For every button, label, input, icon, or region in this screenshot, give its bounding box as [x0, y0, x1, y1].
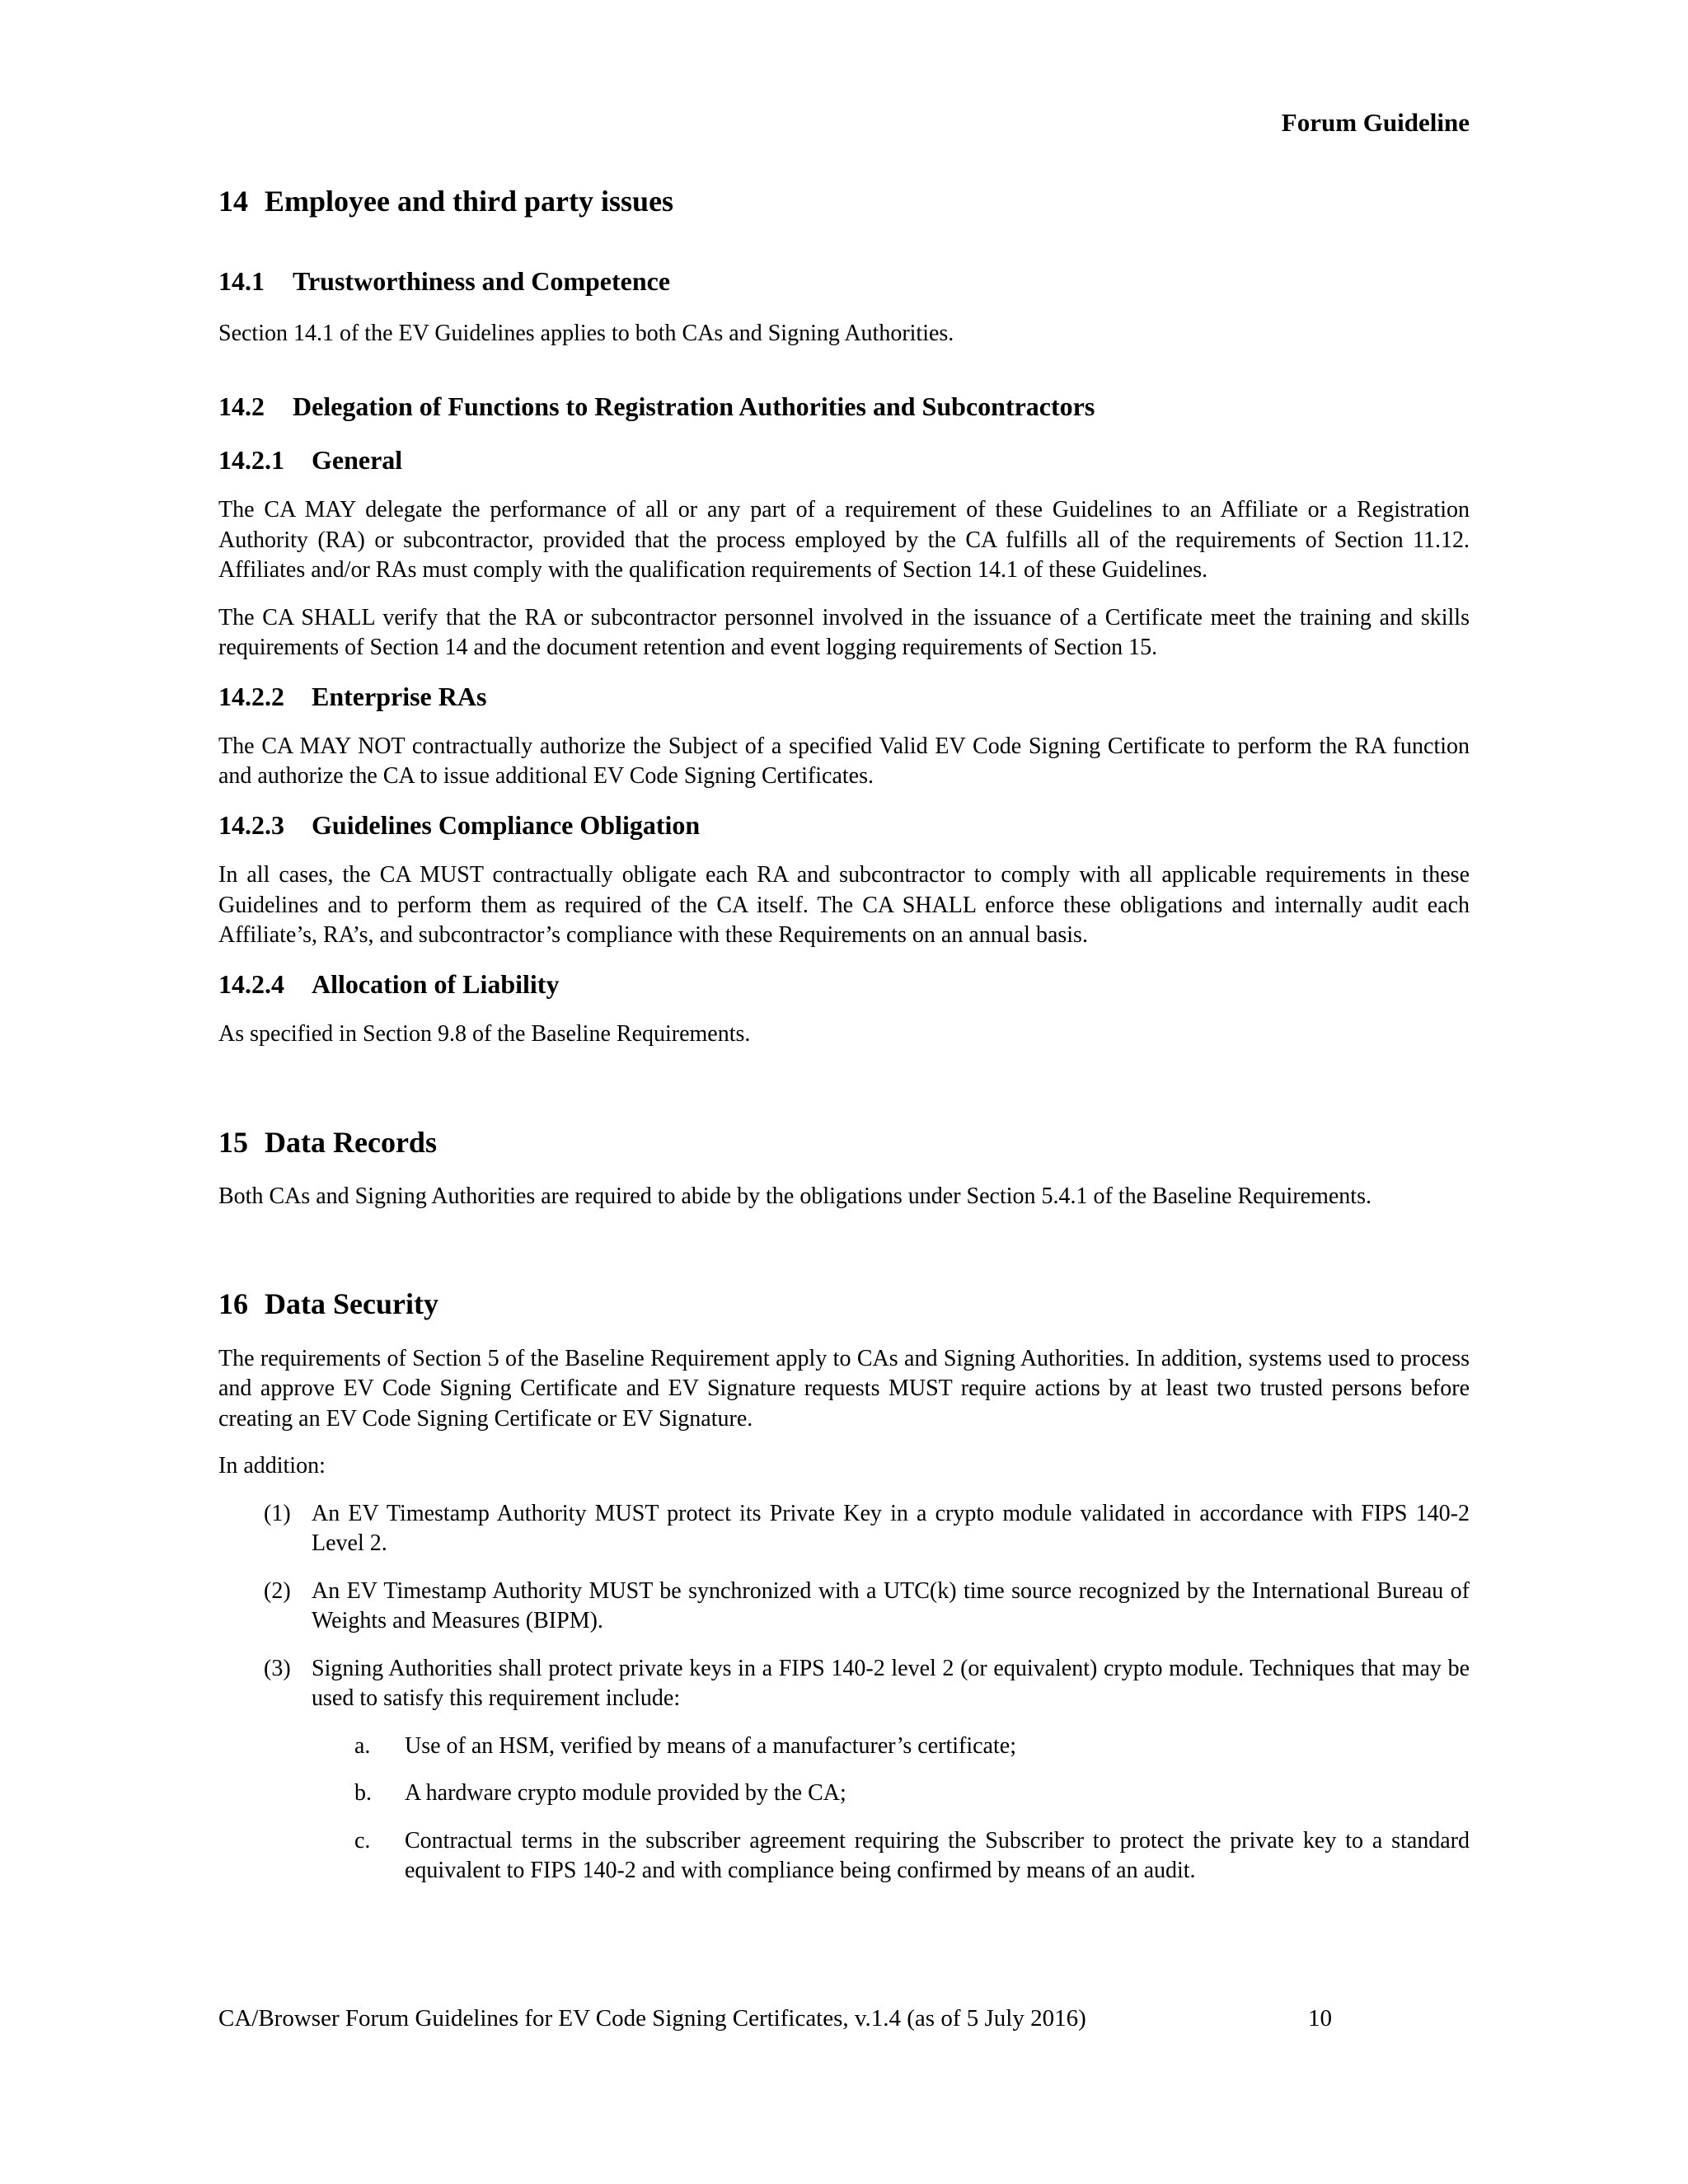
- section-16-paragraph-1: The requirements of Section 5 of the Baseline Requirement apply to CAs and Signing Authorities. In addition, systems used to process and approve EV Code Signing Certificate and EV Signature requests MUST require actions by at least two trusted persons before creating an EV Code Signing Certificate or EV Signature.: [218, 1345, 1470, 1432]
- sublist-marker: b.: [354, 1780, 372, 1807]
- page-footer: [218, 2004, 1332, 2033]
- list-marker: (1): [264, 1500, 291, 1526]
- sublist-marker: a.: [354, 1732, 371, 1759]
- section-title: Employee and third party issues: [265, 185, 674, 218]
- section-number: 15: [218, 1125, 248, 1159]
- section-title: General: [312, 444, 403, 475]
- section-number: 14.2.2: [218, 681, 284, 711]
- section-title: Data Security: [265, 1287, 438, 1321]
- section-number: 16: [218, 1287, 248, 1321]
- section-15-heading: [218, 1125, 1470, 1160]
- section-16-paragraph-2: In addition:: [218, 1453, 326, 1479]
- section-title: Guidelines Compliance Obligation: [312, 809, 701, 840]
- list-item-text: Signing Authorities shall protect private keys in a FIPS 140-2 level 2 (or equivalent) crypto module. Techniques that may be used to satisfy this requirement include:: [312, 1655, 1470, 1712]
- section-number: 14.2: [218, 391, 265, 422]
- section-14-2-2-heading: [218, 681, 1470, 712]
- section-number: 14.1: [218, 266, 265, 297]
- section-14-2-1-heading: [218, 444, 1470, 476]
- section-number: 14.2.4: [218, 968, 284, 999]
- section-title: Trustworthiness and Competence: [293, 266, 671, 297]
- section-14-1-paragraph: Section 14.1 of the EV Guidelines applies to both CAs and Signing Authorities.: [218, 320, 954, 346]
- section-number: 14: [218, 185, 248, 218]
- footer-text: CA/Browser Forum Guidelines for EV Code Signing Certificates, v.1.4 (as of 5 July 2016): [218, 2005, 1086, 2032]
- lettered-sublist: [312, 1732, 1470, 1886]
- sublist-item: [312, 1826, 1470, 1886]
- section-14-2-1-paragraph-1: The CA MAY delegate the performance of all or any part of a requirement of these Guidelines to an Affiliate or a Registration Authority (RA) or subcontractor, provided that the process employed by the CA fulfills all of the requirements of Section 11.12. Affiliates and/or RAs must comply with the qualification requirements of Section 14.1 of these Guidelines.: [218, 497, 1470, 583]
- list-item-text: An EV Timestamp Authority MUST be synchronized with a UTC(k) time source recognized by the International Bureau of Weights and Measures (BIPM).: [312, 1577, 1470, 1634]
- document-page: [218, 107, 1470, 1904]
- section-14-heading: [218, 184, 1470, 219]
- section-title: Allocation of Liability: [312, 968, 560, 999]
- spacer: [218, 1229, 1470, 1286]
- list-marker: (3): [264, 1655, 291, 1681]
- numbered-list: [218, 1499, 1470, 1886]
- sublist-item-text: Contractual terms in the subscriber agreement requiring the Subscriber to protect the private key to a standard equivalent to FIPS 140-2 and with compliance being confirmed by means of an audit.: [405, 1827, 1470, 1884]
- section-number: 14.2.3: [218, 809, 284, 840]
- section-14-2-3-heading: [218, 809, 1470, 841]
- list-item-text: An EV Timestamp Authority MUST protect its Private Key in a crypto module validated in accordance with FIPS 140-2 Level 2.: [312, 1500, 1470, 1557]
- running-header: Forum Guideline: [1281, 108, 1470, 137]
- sublist-item-text: Use of an HSM, verified by means of a manufacturer’s certificate;: [405, 1732, 1016, 1759]
- section-15-paragraph: Both CAs and Signing Authorities are required to abide by the obligations under Section 5.4.1 of the Baseline Requirements.: [218, 1183, 1372, 1209]
- page-number: 10: [1308, 2005, 1332, 2032]
- list-item: [218, 1654, 1470, 1886]
- list-marker: (2): [264, 1577, 291, 1604]
- spacer: [218, 366, 1470, 391]
- section-14-2-4-paragraph: As specified in Section 9.8 of the Baseline Requirements.: [218, 1021, 751, 1047]
- sublist-item: [312, 1732, 1470, 1762]
- section-title: Enterprise RAs: [312, 681, 487, 711]
- section-14-1-heading: [218, 265, 1470, 297]
- section-title: Data Records: [265, 1125, 437, 1159]
- list-item: [218, 1577, 1470, 1637]
- sublist-item-text: A hardware crypto module provided by the CA;: [405, 1780, 846, 1807]
- section-14-2-heading: [218, 391, 1470, 422]
- sublist-marker: c.: [354, 1827, 371, 1854]
- section-14-2-2-paragraph: The CA MAY NOT contractually authorize the Subject of a specified Valid EV Code Signing Certificate to perform the RA function and authorize the CA to issue additional EV Code Signing Certificates.: [218, 733, 1470, 790]
- list-item: [218, 1499, 1470, 1559]
- section-number: 14.2.1: [218, 444, 284, 475]
- section-title: Delegation of Functions to Registration Authorities and Subcontractors: [293, 391, 1095, 422]
- spacer: [218, 1067, 1470, 1125]
- section-16-heading: [218, 1286, 1470, 1322]
- section-14-2-1-paragraph-2: The CA SHALL verify that the RA or subcontractor personnel involved in the issuance of a Certificate meet the training and skills requirements of Section 14 and the document retention and event logging requirements of Section 15.: [218, 604, 1470, 661]
- sublist-item: [312, 1779, 1470, 1809]
- section-14-2-4-heading: [218, 968, 1470, 1000]
- section-14-2-3-paragraph: In all cases, the CA MUST contractually obligate each RA and subcontractor to comply with all applicable requirements in these Guidelines and to perform them as required of the CA itself. The CA SHALL enforce these obligations and internally audit each Affiliate’s, RA’s, and subcontractor’s compliance with these Requirements on an annual basis.: [218, 862, 1470, 949]
